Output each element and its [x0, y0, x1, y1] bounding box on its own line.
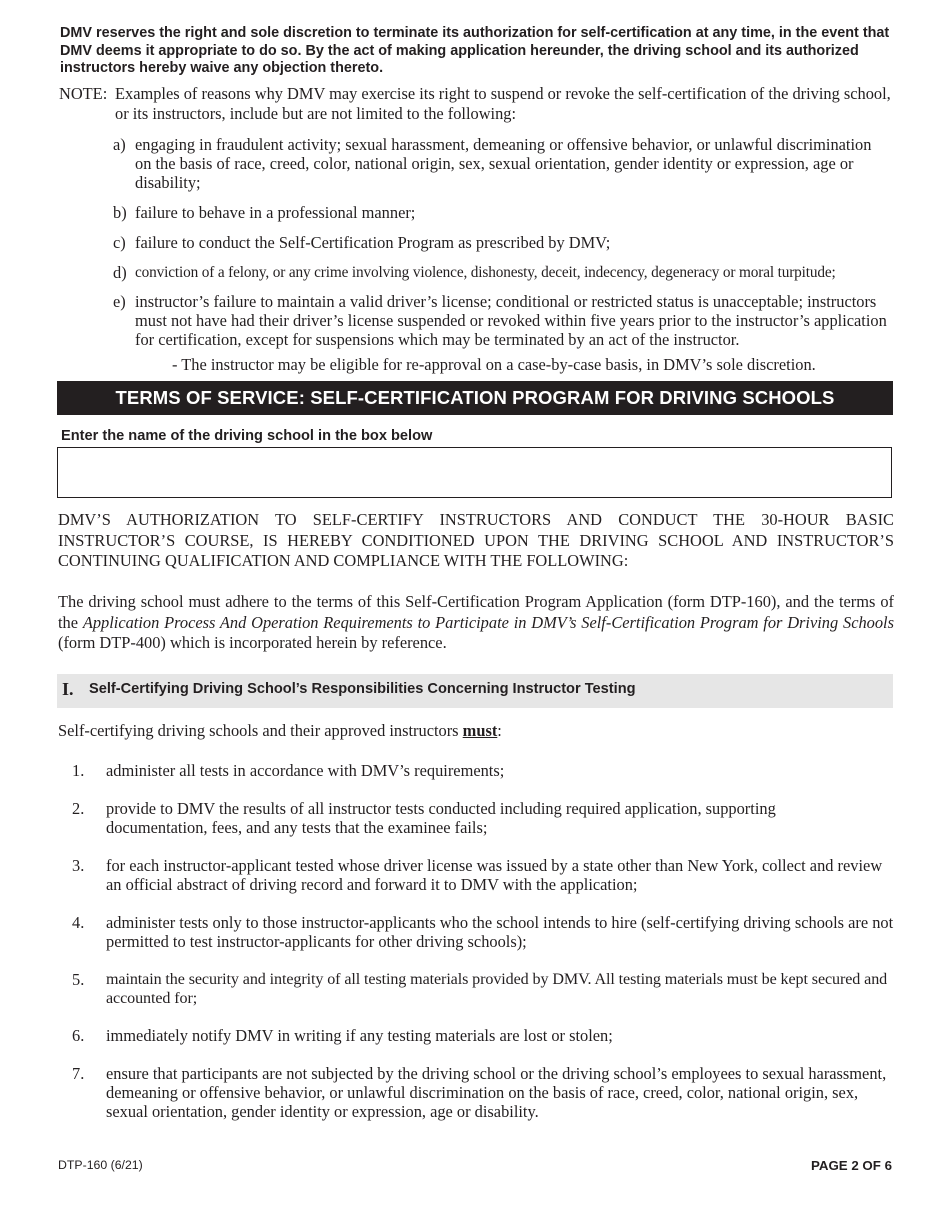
reason-text: engaging in fraudulent activity; sexual harassment, demeaning or offensive behavior, or unlawful discrimination on the basis of race, creed, color, national origin, sex, sexual orientation, gender identity or expression, age or disability; [135, 135, 872, 192]
item-number: 5. [72, 970, 85, 989]
reason-letter: b) [113, 203, 127, 222]
authorization-warning: DMV reserves the right and sole discretion to terminate its authorization for self-certification at any time, in the event that DMV deems it appropriate to do so. By the act of making application hereunder, the driving school and its authorized instructors hereby waive any objection thereto. [60, 25, 890, 76]
item-number: 6. [72, 1026, 85, 1045]
list-item: maintain the security and integrity of all testing materials provided by DMV. All testing materials must be kept secured and accounted for; [106, 971, 888, 1007]
dtp400-title: Application Process And Operation Requirements to Participate in DMV’s Self-Certification Program for Driving Schools [82, 612, 894, 632]
reason-letter: a) [113, 135, 126, 154]
list-item: for each instructor-applicant tested whose driver license was issued by a state other than New York, collect and review an official abstract of driving record and forward it to DMV with the application; [106, 856, 883, 894]
note-intro: Examples of reasons why DMV may exercise its right to suspend or revoke the self-certification of the driving school, or its instructors, include but are not limited to the following: [115, 84, 891, 123]
note-label: NOTE: [59, 84, 108, 103]
banner-title: TERMS OF SERVICE: SELF-CERTIFICATION PROGRAM FOR DRIVING SCHOOLS [115, 387, 835, 408]
school-name-input[interactable] [57, 447, 892, 498]
item-number: 3. [72, 856, 85, 875]
terms-banner [57, 381, 893, 415]
reason-text: failure to behave in a professional manner; [135, 203, 416, 222]
item-number: 1. [72, 761, 85, 780]
reason-letter: c) [113, 233, 126, 252]
item-number: 2. [72, 799, 85, 818]
adherence-text-end: (form DTP-400) which is incorporated herein by reference. [58, 633, 447, 652]
reapproval-note: - The instructor may be eligible for re-approval on a case-by-case basis, in DMV’s sole discretion. [172, 355, 816, 374]
adherence-paragraph [58, 592, 894, 654]
item-number: 7. [72, 1064, 85, 1083]
page-number: PAGE 2 OF 6 [810, 1158, 892, 1173]
reason-letter: e) [113, 292, 126, 311]
section-intro [58, 721, 502, 741]
school-name-label: Enter the name of the driving school in the box below [61, 428, 433, 444]
reason-text: failure to conduct the Self-Certification Program as prescribed by DMV; [135, 233, 611, 252]
authorization-conditions: DMV’S AUTHORIZATION TO SELF-CERTIFY INSTRUCTORS AND CONDUCT THE 30-HOUR BASIC INSTRUCTOR’S COURSE, IS HEREBY CONDITIONED UPON THE DRIVING SCHOOL AND INSTRUCTOR’S CONTINUING QUALIFICATION AND COMPLIANCE WITH THE FOLLOWING: [58, 510, 894, 570]
reason-letter: d) [113, 263, 127, 282]
list-item: administer all tests in accordance with DMV’s requirements; [106, 761, 505, 780]
form-id: DTP-160 (6/21) [58, 1158, 143, 1172]
intro-colon: : [497, 721, 502, 740]
reason-text: instructor’s failure to maintain a valid driver’s license; conditional or restricted status is unacceptable; instructors must not have had their driver’s license suspended or revoked within five years prior to the instructor’s application for certification, except for suspensions which may be terminated by an act of the instructor. [135, 292, 887, 349]
intro-text: Self-certifying driving schools and their approved instructors [58, 721, 463, 740]
reason-text: conviction of a felony, or any crime involving violence, dishonesty, deceit, indecency, degeneracy or moral turpitude; [135, 264, 836, 281]
list-item: administer tests only to those instructor-applicants who the school intends to hire (self-certifying driving schools are not permitted to test instructor-applicants for other driving schools); [106, 913, 894, 951]
list-item: ensure that participants are not subjected by the driving school or the driving school’s employees to sexual harassment, demeaning or offensive behavior, or unlawful discrimination on the basis of race, creed, color, national origin, sex, sexual orientation, gender identity or expression, age or disability. [106, 1064, 887, 1121]
section-title: Self-Certifying Driving School’s Responsibilities Concerning Instructor Testing [89, 681, 636, 697]
list-item: provide to DMV the results of all instructor tests conducted including required application, supporting documentation, fees, and any tests that the examinee fails; [106, 799, 776, 837]
list-item: immediately notify DMV in writing if any testing materials are lost or stolen; [106, 1026, 613, 1045]
intro-emphasis: must [462, 721, 498, 740]
section-number: I. [62, 679, 74, 699]
adherence-text: The driving school must adhere to the terms of this Self-Certification Program Application (form DTP-160), and the terms of the [58, 592, 894, 632]
item-number: 4. [72, 913, 85, 932]
